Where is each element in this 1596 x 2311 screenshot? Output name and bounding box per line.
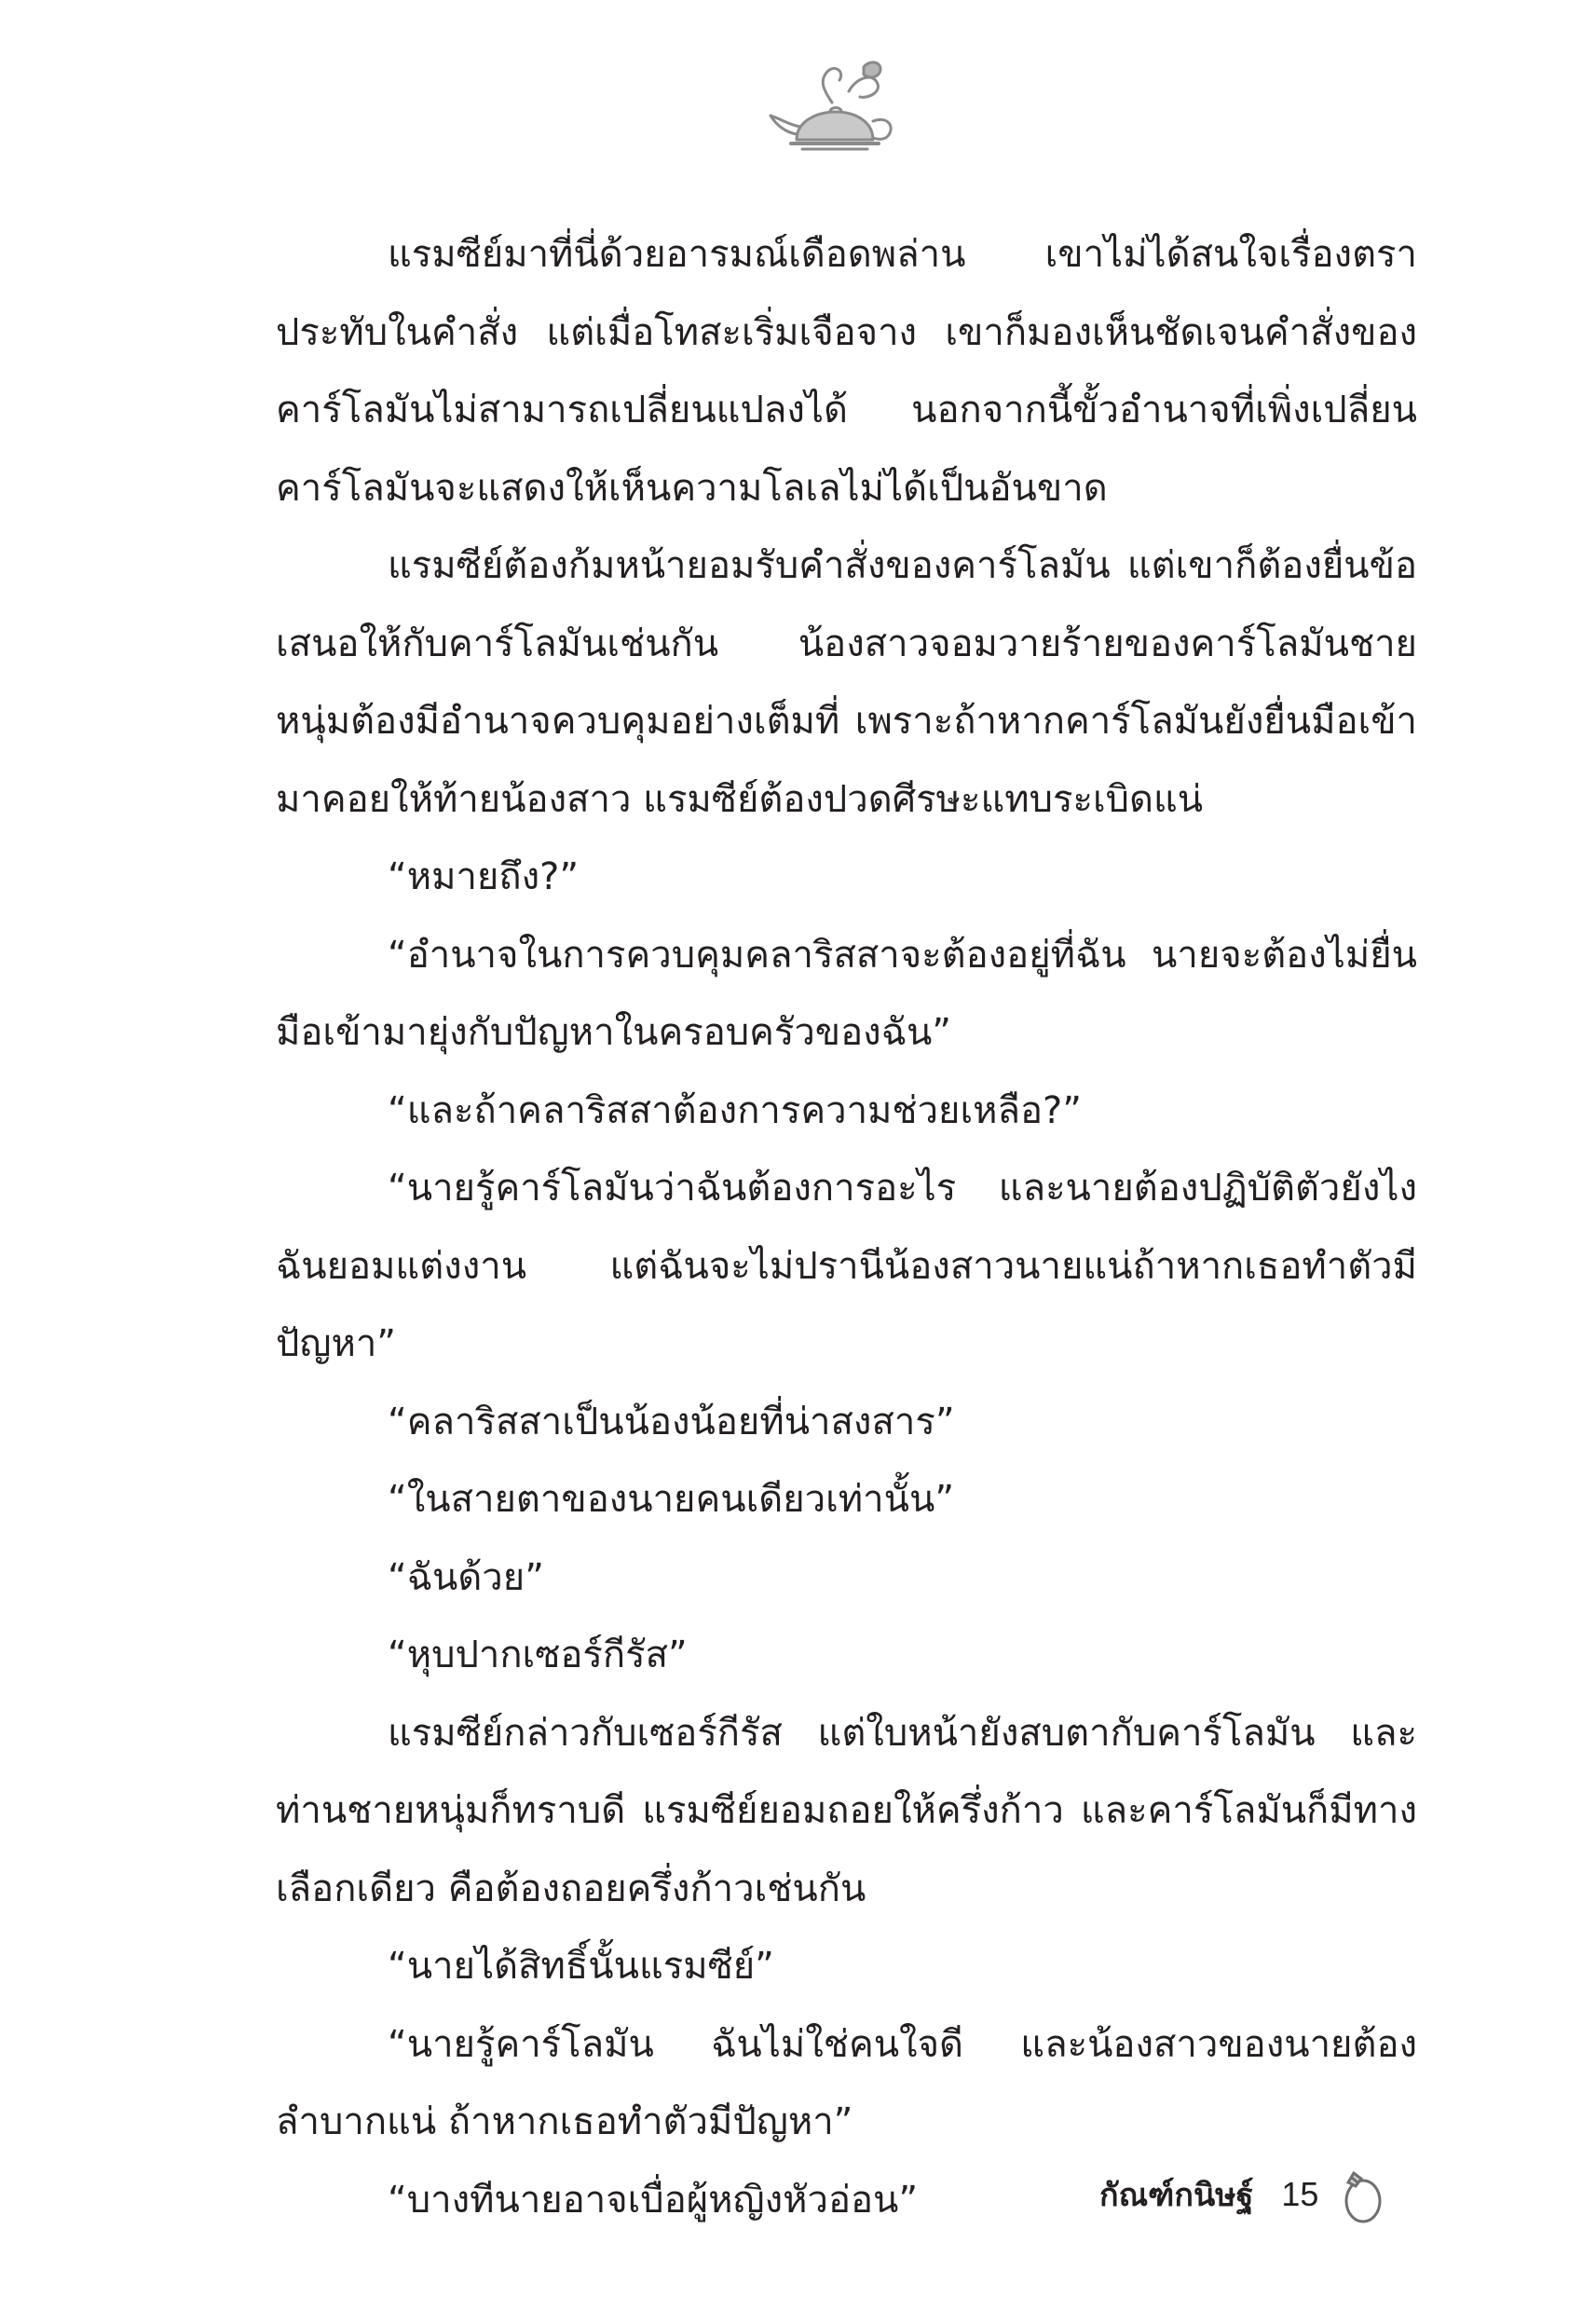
paragraph: “ในสายตาของนายคนเดียวเท่านั้น” [388,1478,955,1521]
paragraph: แรมซีย์กล่าวกับเซอร์กีรัส แต่ใบหน้ายังสบตากับคาร์โลมัน และท่านชายหนุ่มก็ทราบดี แรมซีย์ยอมถอยให้ครึ่งก้าว และคาร์โลมันก็มีทางเลือกเดียว คือต้องถอยครึ่งก้าวเช่นกัน [276,1711,1417,1910]
paragraph: “ฉันด้วย” [388,1555,544,1599]
paragraph: “และถ้าคลาริสสาต้องการความช่วยเหลือ?” [388,1088,1082,1132]
paragraph: “หมายถึง?” [388,855,580,898]
paragraph: แรมซีย์ต้องก้มหน้ายอมรับคำสั่งของคาร์โลมัน แต่เขาก็ต้องยื่นข้อเสนอให้กับคาร์โลมันเช่นกัน น้องสาวจอมวายร้ายของคาร์โลมันชายหนุ่มต้องมีอำนาจควบคุมอย่างเต็มที่ เพราะถ้าหากคาร์โลมันยังยื่นมือเข้ามาคอยให้ท้ายน้องสาว แรมซีย์ต้องปวดศีรษะแทบระเบิดแน่ [276,544,1417,821]
paragraph: แรมซีย์มาที่นี่ด้วยอารมณ์เดือดพล่าน เขาไม่ได้สนใจเรื่องตราประทับในคำสั่ง แต่เมื่อโทสะเริ่มเจือจาง เขาก็มองเห็นชัดเจนคำสั่งของคาร์โลมันไม่สามารถเปลี่ยนแปลงได้ นอกจากนี้ขั้วอำนาจที่เพิ่งเปลี่ยน คาร์โลมันจะแสดงให้เห็นความโลเลไม่ได้เป็นอันขาด [276,233,1417,510]
paragraph: “นายได้สิทธิ์นั้นแรมซีย์” [388,1945,774,1988]
ring-icon [1335,2164,1387,2225]
paragraph: “อำนาจในการควบคุมคลาริสสาจะต้องอยู่ที่ฉัน นายจะต้องไม่ยื่นมือเข้ามายุ่งกับปัญหาในครอบครัวของฉัน” [276,933,1417,1054]
page-footer [1099,2162,1435,2227]
paragraph: “นายรู้คาร์โลมัน ฉันไม่ใช่คนใจดี และน้องสาวของนายต้องลำบากแน่ ถ้าหากเธอทำตัวมีปัญหา” [276,2022,1417,2143]
paragraph: “หุบปากเซอร์กีรัส” [388,1634,688,1676]
body-text [276,216,1417,2239]
book-title: กัณฑ์กนิษฐ์ [1099,2177,1254,2214]
paragraph: “นายรู้คาร์โลมันว่าฉันต้องการอะไร และนายต้องปฏิบัติตัวยังไงฉันยอมแต่งงาน แต่ฉันจะไม่ปรานีน้องสาวนายแน่ถ้าหากเธอทำตัวมีปัญหา” [276,1167,1417,1365]
page-number: 15 [1281,2175,1319,2213]
paragraph: “คลาริสสาเป็นน้องน้อยที่น่าสงสาร” [388,1400,955,1443]
paragraph: “บางทีนายอาจเบื่อผู้หญิงหัวอ่อน” [388,2178,919,2222]
teapot-ornament-icon [759,54,908,166]
